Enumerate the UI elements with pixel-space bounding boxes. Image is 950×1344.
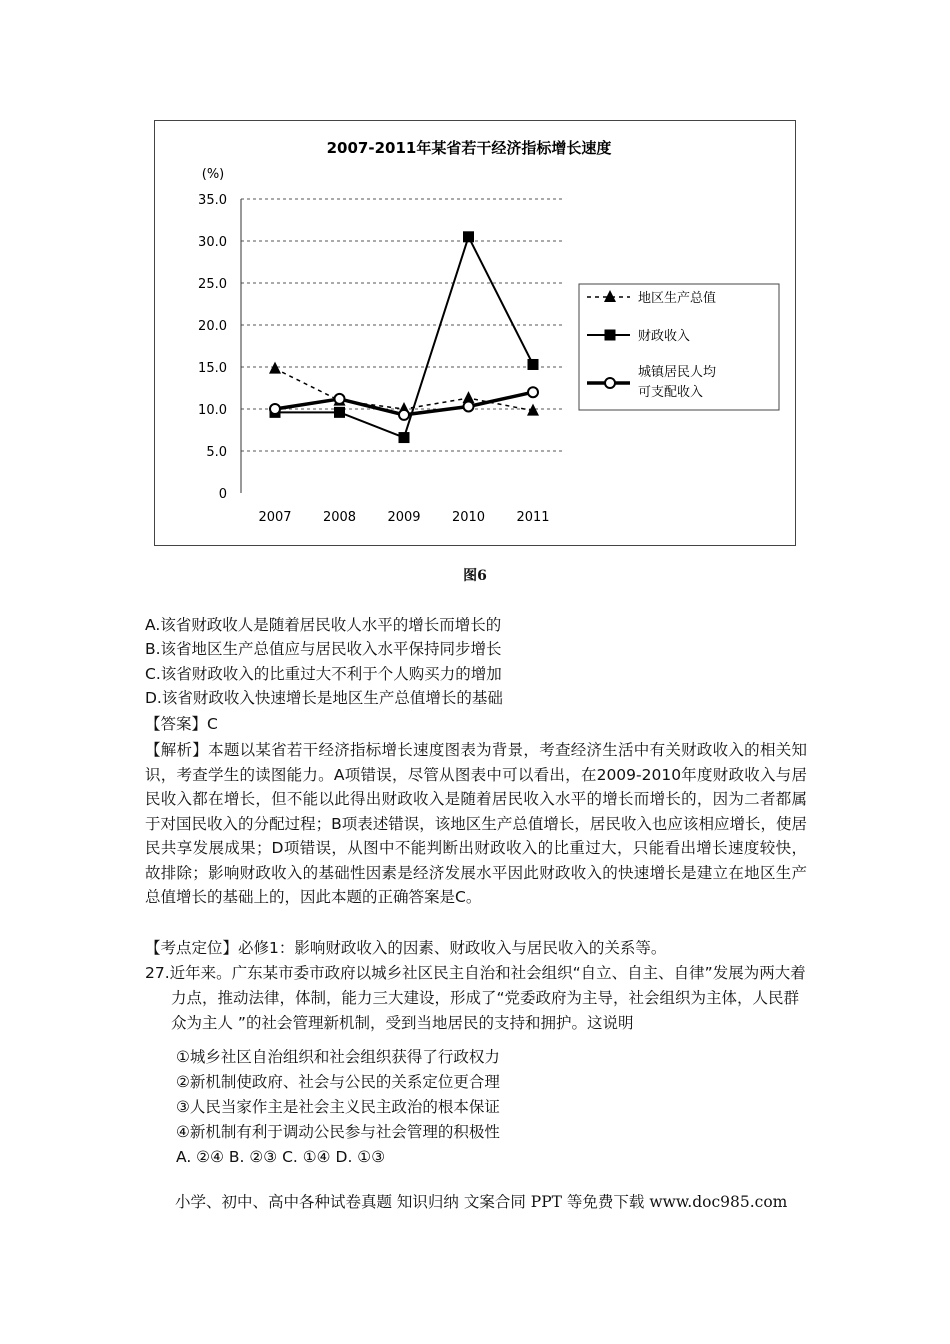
answer-line: 【答案】C (145, 715, 218, 733)
q27-item-1: ①城乡社区自治组织和社会组织获得了行政权力 (176, 1048, 500, 1066)
triangle-marker (269, 362, 281, 374)
triangle-marker (527, 404, 539, 416)
square-marker (463, 231, 474, 242)
question-27-stem: 27.近年来。广东某市委市政府以城乡社区民主自治和社会组织“自立、自主、自律”发展为两大着力点，推动法律，体制，能力三大建设，形成了“党委政府为主导，社会组织为主体，人民群众为主人 ”的社会管理新机制，受到当地居民的支持和拥护。这说明 (145, 964, 806, 1032)
legend-label: 可支配收入 (638, 385, 704, 400)
chart-frame (154, 120, 796, 546)
square-marker (334, 407, 345, 418)
q27-item-4: ④新机制有利于调动公民参与社会管理的积极性 (176, 1123, 500, 1141)
x-tick-label: 2010 (451, 510, 486, 525)
option-a: A.该省财政收人是随着居民收人水平的增长而增长的 (145, 616, 502, 634)
q27-item-3: ③人民当家作主是社会主义民主政治的根本保证 (176, 1098, 500, 1116)
x-tick-label: 2009 (387, 510, 421, 525)
y-tick-label: 15.0 (198, 361, 227, 376)
x-tick-label: 2008 (322, 510, 357, 525)
y-tick-label: 25.0 (198, 277, 227, 292)
figure-caption: 图6 (463, 568, 487, 584)
page-footer: 小学、初中、高中各种试卷真题 知识归纳 文案合同 PPT 等免费下载 www.doc985.com (175, 1193, 788, 1211)
y-tick-label: 20.0 (198, 319, 227, 334)
option-d: D.该省财政收入快速增长是地区生产总值增长的基础 (145, 689, 503, 707)
y-tick-label: 0 (218, 487, 227, 502)
kaodian-line: 【考点定位】必修1：影响财政收入的因素、财政收入与居民收入的关系等。 (145, 939, 667, 957)
x-tick-label: 2007 (258, 510, 292, 525)
circle-marker (464, 401, 474, 411)
chart-title: 2007-2011年某省若干经济指标增长速度 (326, 139, 612, 157)
circle-marker (335, 394, 345, 404)
q27-choices: A. ②④ B. ②③ C. ①④ D. ①③ (176, 1148, 386, 1166)
legend-label: 财政收入 (638, 329, 691, 344)
x-tick-label: 2011 (516, 510, 550, 525)
legend-label: 城镇居民人均 (638, 365, 717, 380)
square-marker (399, 432, 410, 443)
circle-marker (270, 404, 280, 414)
option-b: B.该省地区生产总值应与居民收入水平保持同步增长 (145, 640, 502, 658)
growth-rate-line-chart (155, 121, 795, 545)
option-c: C.该省财政收入的比重过大不利于个人购买力的增加 (145, 665, 502, 683)
legend-label: 地区生产总值 (638, 291, 717, 306)
y-tick-label: 10.0 (198, 403, 227, 418)
circle-marker (528, 387, 538, 397)
circle-marker (605, 378, 615, 388)
square-marker (528, 359, 539, 370)
q27-item-2: ②新机制使政府、社会与公民的关系定位更合理 (176, 1073, 500, 1091)
y-tick-label: 30.0 (198, 235, 227, 250)
y-tick-label: 5.0 (206, 445, 227, 460)
circle-marker (399, 410, 409, 420)
square-marker (605, 330, 616, 341)
y-tick-label: 35.0 (198, 193, 227, 208)
analysis-paragraph: 【解析】本题以某省若干经济指标增长速度图表为背景，考查经济生活中有关财政收入的相关知识，考查学生的读图能力。A项错误，尽管从图表中可以看出，在2009-2010年度财政收入与居民收入都在增长，但不能以此得出财政收入是随着居民收入水平的增长而增长的，因为二者都属于对国民收入的分配过程；B项表述错误，该地区生产总值增长，居民收入也应该相应增长，使居民共享发展成果；D项错误，从图中不能判断出财政收入的比重过大，只能看出增长速度较快，故排除；影响财政收入的基础性因素是经济发展水平因此财政收入的快速增长是建立在地区生产总值增长的基础上的，因此本题的正确答案是C。 (145, 741, 807, 906)
y-axis-unit: (%) (201, 167, 225, 182)
